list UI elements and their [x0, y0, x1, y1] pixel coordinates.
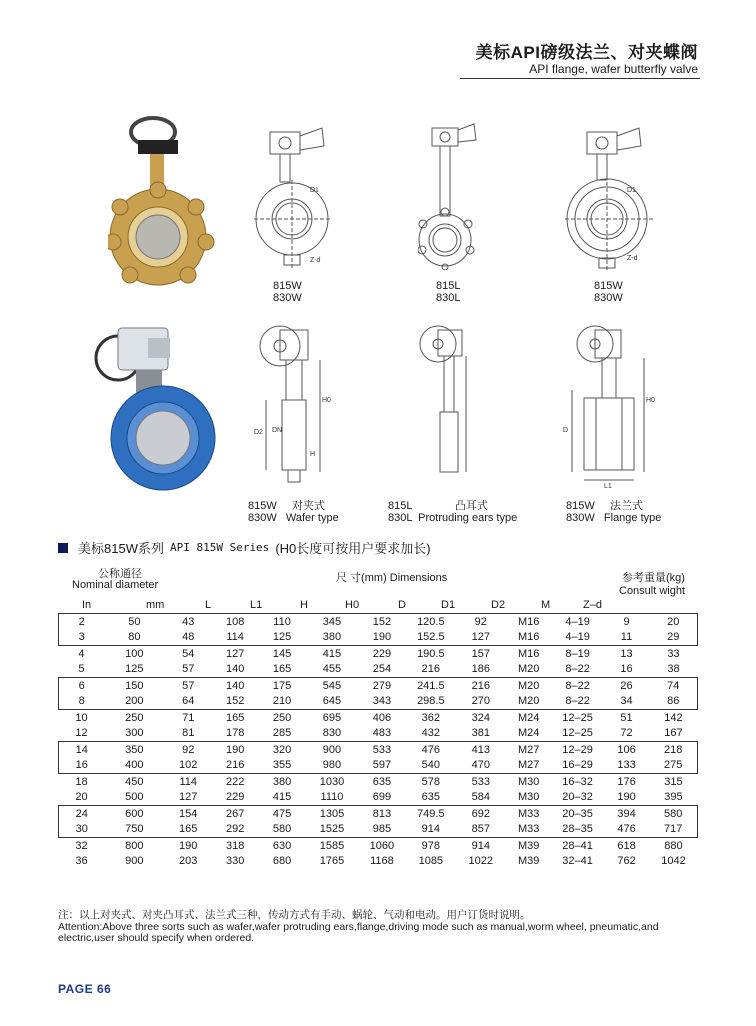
table-cell: 692 — [456, 806, 506, 822]
table-row — [59, 758, 698, 774]
dimensions-table — [58, 613, 698, 869]
col-header-l: L — [205, 599, 212, 611]
table-cell: 140 — [212, 678, 258, 694]
table-cell: 1022 — [468, 855, 493, 868]
table-row — [59, 710, 698, 726]
table-cell: 152 — [358, 614, 406, 630]
table-cell: 100 — [125, 647, 144, 660]
blue-flanged-valve-photo — [88, 318, 223, 493]
dim-l1-label: L1 — [604, 483, 612, 490]
dim-dn-label: DN — [272, 427, 283, 434]
table-row — [59, 726, 698, 742]
table-cell: 857 — [456, 822, 506, 838]
table-row — [59, 678, 698, 694]
table-cell: 270 — [456, 694, 506, 710]
table-cell: 154 — [164, 806, 212, 822]
drawing-flange-side — [560, 322, 660, 492]
table-cell: M24 — [517, 711, 540, 724]
table-row — [59, 694, 698, 710]
table-cell: 16–32 — [562, 775, 593, 788]
table-cell: 279 — [358, 678, 406, 694]
nominal-diameter-en: Nominal diameter — [72, 579, 159, 591]
table-cell: 250 — [125, 711, 144, 724]
table-cell: 8–22 — [552, 694, 604, 710]
table-cell: 18 — [75, 775, 88, 788]
dim-d1-label-2: D1 — [627, 187, 636, 194]
table-cell: 200 — [104, 694, 164, 710]
table-cell: 432 — [421, 727, 440, 740]
col-header-m: M — [541, 599, 551, 611]
table-cell: 50 — [104, 614, 164, 630]
table-row — [59, 838, 698, 854]
table-cell: 157 — [471, 647, 490, 660]
table-cell: 51 — [620, 711, 633, 724]
table-cell: 400 — [104, 758, 164, 774]
table-cell: 413 — [456, 742, 506, 758]
table-cell: 26 — [604, 678, 650, 694]
table-cell: 978 — [421, 839, 440, 852]
table-cell: M30 — [517, 775, 540, 788]
table-cell: 406 — [372, 711, 392, 724]
table-cell: 985 — [358, 822, 406, 838]
table-cell: 71 — [182, 711, 195, 724]
table-cell: 114 — [179, 775, 197, 788]
table-cell: 254 — [372, 663, 392, 676]
table-cell: 20 — [649, 614, 697, 630]
table-cell: 394 — [604, 806, 650, 822]
table-cell: 216 — [212, 758, 258, 774]
table-cell: 38 — [667, 663, 680, 676]
table-cell: 540 — [406, 758, 456, 774]
table-cell: M39 — [517, 839, 540, 852]
table-cell: 1085 — [418, 855, 444, 868]
table-cell: 900 — [125, 855, 144, 868]
table-row — [59, 854, 698, 870]
table-cell: M16 — [517, 647, 540, 660]
col-header-zd: Z–d — [583, 599, 602, 611]
table-cell: 16–29 — [552, 758, 604, 774]
table-cell: 167 — [664, 727, 683, 740]
table-cell: 1585 — [319, 839, 345, 852]
caption-wafer-front: 815W 830W — [273, 280, 302, 304]
table-cell: 1110 — [320, 791, 344, 804]
table-cell: 1525 — [306, 822, 358, 838]
table-cell: 330 — [225, 855, 245, 868]
table-cell: 33 — [667, 647, 680, 660]
table-cell: 92 — [456, 614, 506, 630]
table-cell: 362 — [421, 711, 440, 724]
dim-d-label: D — [563, 427, 569, 434]
table-cell: 57 — [164, 678, 212, 694]
table-cell: 12–25 — [562, 727, 593, 740]
table-cell: 3 — [59, 630, 105, 646]
table-cell: 16 — [59, 758, 105, 774]
table-cell: M27 — [506, 742, 552, 758]
table-cell: 5 — [78, 663, 85, 676]
table-cell: 28–35 — [552, 822, 604, 838]
table-cell: M20 — [506, 694, 552, 710]
table-cell: 635 — [421, 791, 440, 804]
table-cell: 114 — [212, 630, 258, 646]
table-cell: M20 — [517, 663, 540, 676]
dim-h0-label-2: H0 — [646, 397, 655, 404]
table-cell: 578 — [421, 775, 440, 788]
table-cell: 600 — [104, 806, 164, 822]
table-cell: M33 — [506, 806, 552, 822]
series-title-en: API 815W Series — [169, 541, 270, 554]
table-cell: 92 — [164, 742, 212, 758]
table-cell: 165 — [225, 711, 245, 724]
caption-wafer-type: 815W 对夹式 830W Wafer type — [248, 500, 339, 524]
table-cell: 28–41 — [562, 839, 593, 852]
table-cell: 175 — [258, 678, 306, 694]
table-cell: 64 — [164, 694, 212, 710]
table-cell: 1042 — [661, 855, 686, 868]
table-cell: 645 — [306, 694, 358, 710]
dim-d1-label: D1 — [310, 187, 319, 194]
table-cell: 298.5 — [406, 694, 456, 710]
col-header-h: H — [300, 599, 308, 611]
table-cell: 165 — [164, 822, 212, 838]
table-cell: 203 — [179, 855, 198, 868]
table-cell: 190 — [617, 791, 636, 804]
table-cell: 395 — [664, 791, 683, 804]
table-cell: M20 — [506, 678, 552, 694]
table-cell: 229 — [225, 791, 245, 804]
dim-h-label: H — [310, 451, 316, 458]
table-cell: 1168 — [370, 855, 394, 868]
table-cell: 110 — [258, 614, 306, 630]
drawing-wafer-front — [252, 124, 332, 274]
table-cell: 380 — [272, 775, 292, 788]
table-cell: 914 — [406, 822, 456, 838]
table-cell: 476 — [604, 822, 650, 838]
table-cell: 318 — [225, 839, 245, 852]
table-cell: M16 — [506, 614, 552, 630]
table-cell: 142 — [664, 711, 683, 724]
col-header-l1: L1 — [250, 599, 263, 611]
table-cell: 86 — [649, 694, 697, 710]
table-cell: 12 — [75, 727, 88, 740]
table-cell: 125 — [125, 663, 144, 676]
table-cell: 165 — [272, 663, 292, 676]
table-cell: 20–32 — [562, 791, 593, 804]
table-cell: 20–35 — [552, 806, 604, 822]
table-cell: 500 — [125, 791, 144, 804]
table-cell: 635 — [372, 775, 392, 788]
nominal-diameter-cn: 公称通径 — [98, 568, 142, 580]
table-cell: 618 — [617, 839, 636, 852]
table-cell: 216 — [421, 663, 440, 676]
table-cell: 32–41 — [562, 855, 593, 868]
table-cell: 222 — [225, 775, 245, 788]
table-cell: 43 — [164, 614, 212, 630]
table-cell: 150 — [104, 678, 164, 694]
table-cell: 12–29 — [552, 742, 604, 758]
table-cell: 2 — [59, 614, 105, 630]
table-cell: 74 — [649, 678, 697, 694]
table-cell: 450 — [125, 775, 144, 788]
table-cell: 24 — [59, 806, 105, 822]
table-cell: 190 — [358, 630, 406, 646]
table-cell: 320 — [258, 742, 306, 758]
table-cell: 81 — [182, 727, 195, 740]
note-en: Attention:Above three sorts such as wafer,wafer protruding ears,flange,driving mode such as manual,worm wheel, pneumatic,and electric,user should specify when ordered. — [58, 920, 659, 944]
table-cell: 355 — [258, 758, 306, 774]
table-cell: 324 — [471, 711, 490, 724]
table-row — [59, 742, 698, 758]
drawing-wafer-side — [250, 322, 332, 492]
table-cell: 80 — [104, 630, 164, 646]
table-cell: 4 — [78, 647, 85, 660]
table-cell: 140 — [225, 663, 245, 676]
col-header-d1: D1 — [441, 599, 456, 611]
table-cell: 292 — [212, 822, 258, 838]
table-cell: 800 — [125, 839, 144, 852]
table-cell: 880 — [664, 839, 683, 852]
table-cell: 470 — [456, 758, 506, 774]
table-cell: 580 — [649, 806, 697, 822]
table-row — [59, 790, 698, 806]
table-cell: 680 — [272, 855, 292, 868]
table-cell: 190 — [179, 839, 198, 852]
table-cell: 8–22 — [552, 678, 604, 694]
table-cell: 267 — [212, 806, 258, 822]
table-cell: 20 — [75, 791, 88, 804]
table-cell: 48 — [164, 630, 212, 646]
table-cell: 545 — [306, 678, 358, 694]
table-row — [59, 630, 698, 646]
table-cell: 580 — [258, 822, 306, 838]
table-row — [59, 614, 698, 630]
table-cell: 455 — [322, 663, 342, 676]
table-cell: M24 — [517, 727, 540, 740]
table-cell: 475 — [258, 806, 306, 822]
page-title-cn: 美标API磅级法兰、对夹蝶阀 — [475, 43, 698, 62]
table-cell: 285 — [272, 727, 292, 740]
col-header-mm: mm — [146, 599, 165, 611]
table-cell: 343 — [358, 694, 406, 710]
table-cell: 216 — [456, 678, 506, 694]
table-cell: 186 — [471, 663, 490, 676]
dim-zd-label: Z-d — [310, 257, 321, 264]
dim-h0-label: H0 — [322, 397, 331, 404]
table-cell: 210 — [258, 694, 306, 710]
col-header-d: D — [398, 599, 406, 611]
series-note: (H0长度可按用户要求加长) — [275, 541, 431, 556]
table-cell: 830 — [322, 727, 342, 740]
notes-block — [58, 910, 698, 945]
dimensions-header: 尺 寸(mm) Dimensions — [336, 572, 448, 584]
table-cell: 350 — [104, 742, 164, 758]
table-cell: 717 — [649, 822, 697, 838]
table-cell: 125 — [258, 630, 306, 646]
table-cell: 699 — [372, 791, 392, 804]
table-cell: 14 — [59, 742, 105, 758]
table-cell: 1030 — [319, 775, 345, 788]
table-cell: M16 — [506, 630, 552, 646]
drawing-lug-front — [418, 122, 486, 270]
table-cell: 345 — [306, 614, 358, 630]
table-cell: 36 — [75, 855, 88, 868]
table-cell: M33 — [506, 822, 552, 838]
note-cn: 注：以上对夹式、对夹凸耳式、法兰式三种，传动方式有手动、蜗轮、气动和电动。用户订货时说明。 — [58, 909, 531, 921]
table-cell: 12–25 — [562, 711, 593, 724]
dim-zd-label-2: Z-d — [627, 255, 638, 262]
table-row — [59, 806, 698, 822]
table-row — [59, 774, 698, 790]
table-cell: 145 — [272, 647, 292, 660]
table-cell: 229 — [372, 647, 392, 660]
table-cell: 8–19 — [565, 647, 590, 660]
table-cell: 695 — [322, 711, 342, 724]
table-cell: 533 — [471, 775, 490, 788]
caption-protruding-ears-type: 815L 凸耳式 830L Protruding ears type — [388, 500, 518, 524]
table-cell: 762 — [617, 855, 636, 868]
table-cell: 108 — [212, 614, 258, 630]
page-title-en: API flange, wafer butterfly valve — [529, 62, 698, 76]
caption-flange-front: 815W 830W — [594, 280, 623, 304]
table-row — [59, 822, 698, 838]
table-cell: 749.5 — [406, 806, 456, 822]
table-cell: 152 — [212, 694, 258, 710]
series-bullet-icon — [58, 543, 68, 553]
table-cell: 106 — [604, 742, 650, 758]
table-cell: 1765 — [319, 855, 345, 868]
table-cell: 476 — [406, 742, 456, 758]
table-cell: 483 — [372, 727, 392, 740]
table-cell: 315 — [664, 775, 683, 788]
table-cell: 120.5 — [406, 614, 456, 630]
table-cell: 11 — [604, 630, 650, 646]
table-cell: 218 — [649, 742, 697, 758]
page-number: PAGE 66 — [58, 982, 112, 996]
table-cell: 630 — [272, 839, 292, 852]
weight-header-cn: 参考重量(kg) — [622, 572, 685, 584]
table-row — [59, 662, 698, 678]
table-cell: 914 — [471, 839, 490, 852]
table-cell: M39 — [517, 855, 540, 868]
series-heading — [58, 538, 431, 557]
table-cell: 13 — [620, 647, 633, 660]
table-cell: 8 — [59, 694, 105, 710]
dim-d2-label: D2 — [254, 429, 263, 436]
table-cell: M27 — [506, 758, 552, 774]
table-cell: 16 — [620, 663, 633, 676]
table-cell: 4–19 — [552, 614, 604, 630]
table-cell: 72 — [620, 727, 633, 740]
table-cell: 241.5 — [406, 678, 456, 694]
table-cell: 178 — [225, 727, 245, 740]
table-cell: 900 — [306, 742, 358, 758]
table-cell: 152.5 — [406, 630, 456, 646]
drawing-flange-front — [565, 124, 657, 274]
table-cell: 750 — [104, 822, 164, 838]
table-cell: 275 — [649, 758, 697, 774]
table-cell: 415 — [322, 647, 342, 660]
drawing-lug-side — [418, 322, 478, 484]
table-cell: 381 — [471, 727, 490, 740]
caption-flange-type: 815W 法兰式 830W Flange type — [566, 500, 662, 524]
table-cell: 1060 — [369, 839, 395, 852]
table-cell: 30 — [59, 822, 105, 838]
table-cell: 6 — [59, 678, 105, 694]
table-cell: 980 — [306, 758, 358, 774]
table-cell: 10 — [75, 711, 88, 724]
table-cell: 102 — [164, 758, 212, 774]
table-cell: 584 — [471, 791, 490, 804]
col-header-h0: H0 — [345, 599, 360, 611]
table-cell: 597 — [358, 758, 406, 774]
table-cell: 300 — [125, 727, 144, 740]
table-cell: 29 — [649, 630, 697, 646]
weight-header-en: Consult wight — [619, 585, 686, 597]
table-cell: 127 — [456, 630, 506, 646]
table-cell: 176 — [617, 775, 636, 788]
table-cell: M30 — [517, 791, 540, 804]
table-cell: 190.5 — [417, 647, 445, 660]
table-cell: 9 — [604, 614, 650, 630]
series-title-cn: 美标815W系列 — [78, 541, 164, 556]
table-cell: 127 — [225, 647, 245, 660]
table-cell: 4–19 — [552, 630, 604, 646]
table-cell: 250 — [272, 711, 292, 724]
brass-lug-valve-photo — [108, 112, 218, 292]
table-cell: 57 — [182, 663, 195, 676]
table-row — [59, 646, 698, 662]
table-cell: 380 — [306, 630, 358, 646]
table-cell: 190 — [212, 742, 258, 758]
table-cell: 54 — [182, 647, 195, 660]
caption-lug-front: 815L 830L — [436, 280, 461, 304]
title-divider — [460, 78, 700, 79]
col-header-d2: D2 — [491, 599, 506, 611]
table-cell: 8–22 — [565, 663, 590, 676]
table-cell: 415 — [272, 791, 292, 804]
table-cell: 34 — [604, 694, 650, 710]
table-cell: 813 — [358, 806, 406, 822]
table-cell: 1305 — [306, 806, 358, 822]
table-cell: 133 — [604, 758, 650, 774]
table-cell: 533 — [358, 742, 406, 758]
table-cell: 32 — [75, 839, 88, 852]
col-header-in: In — [82, 599, 92, 611]
table-cell: 127 — [179, 791, 198, 804]
